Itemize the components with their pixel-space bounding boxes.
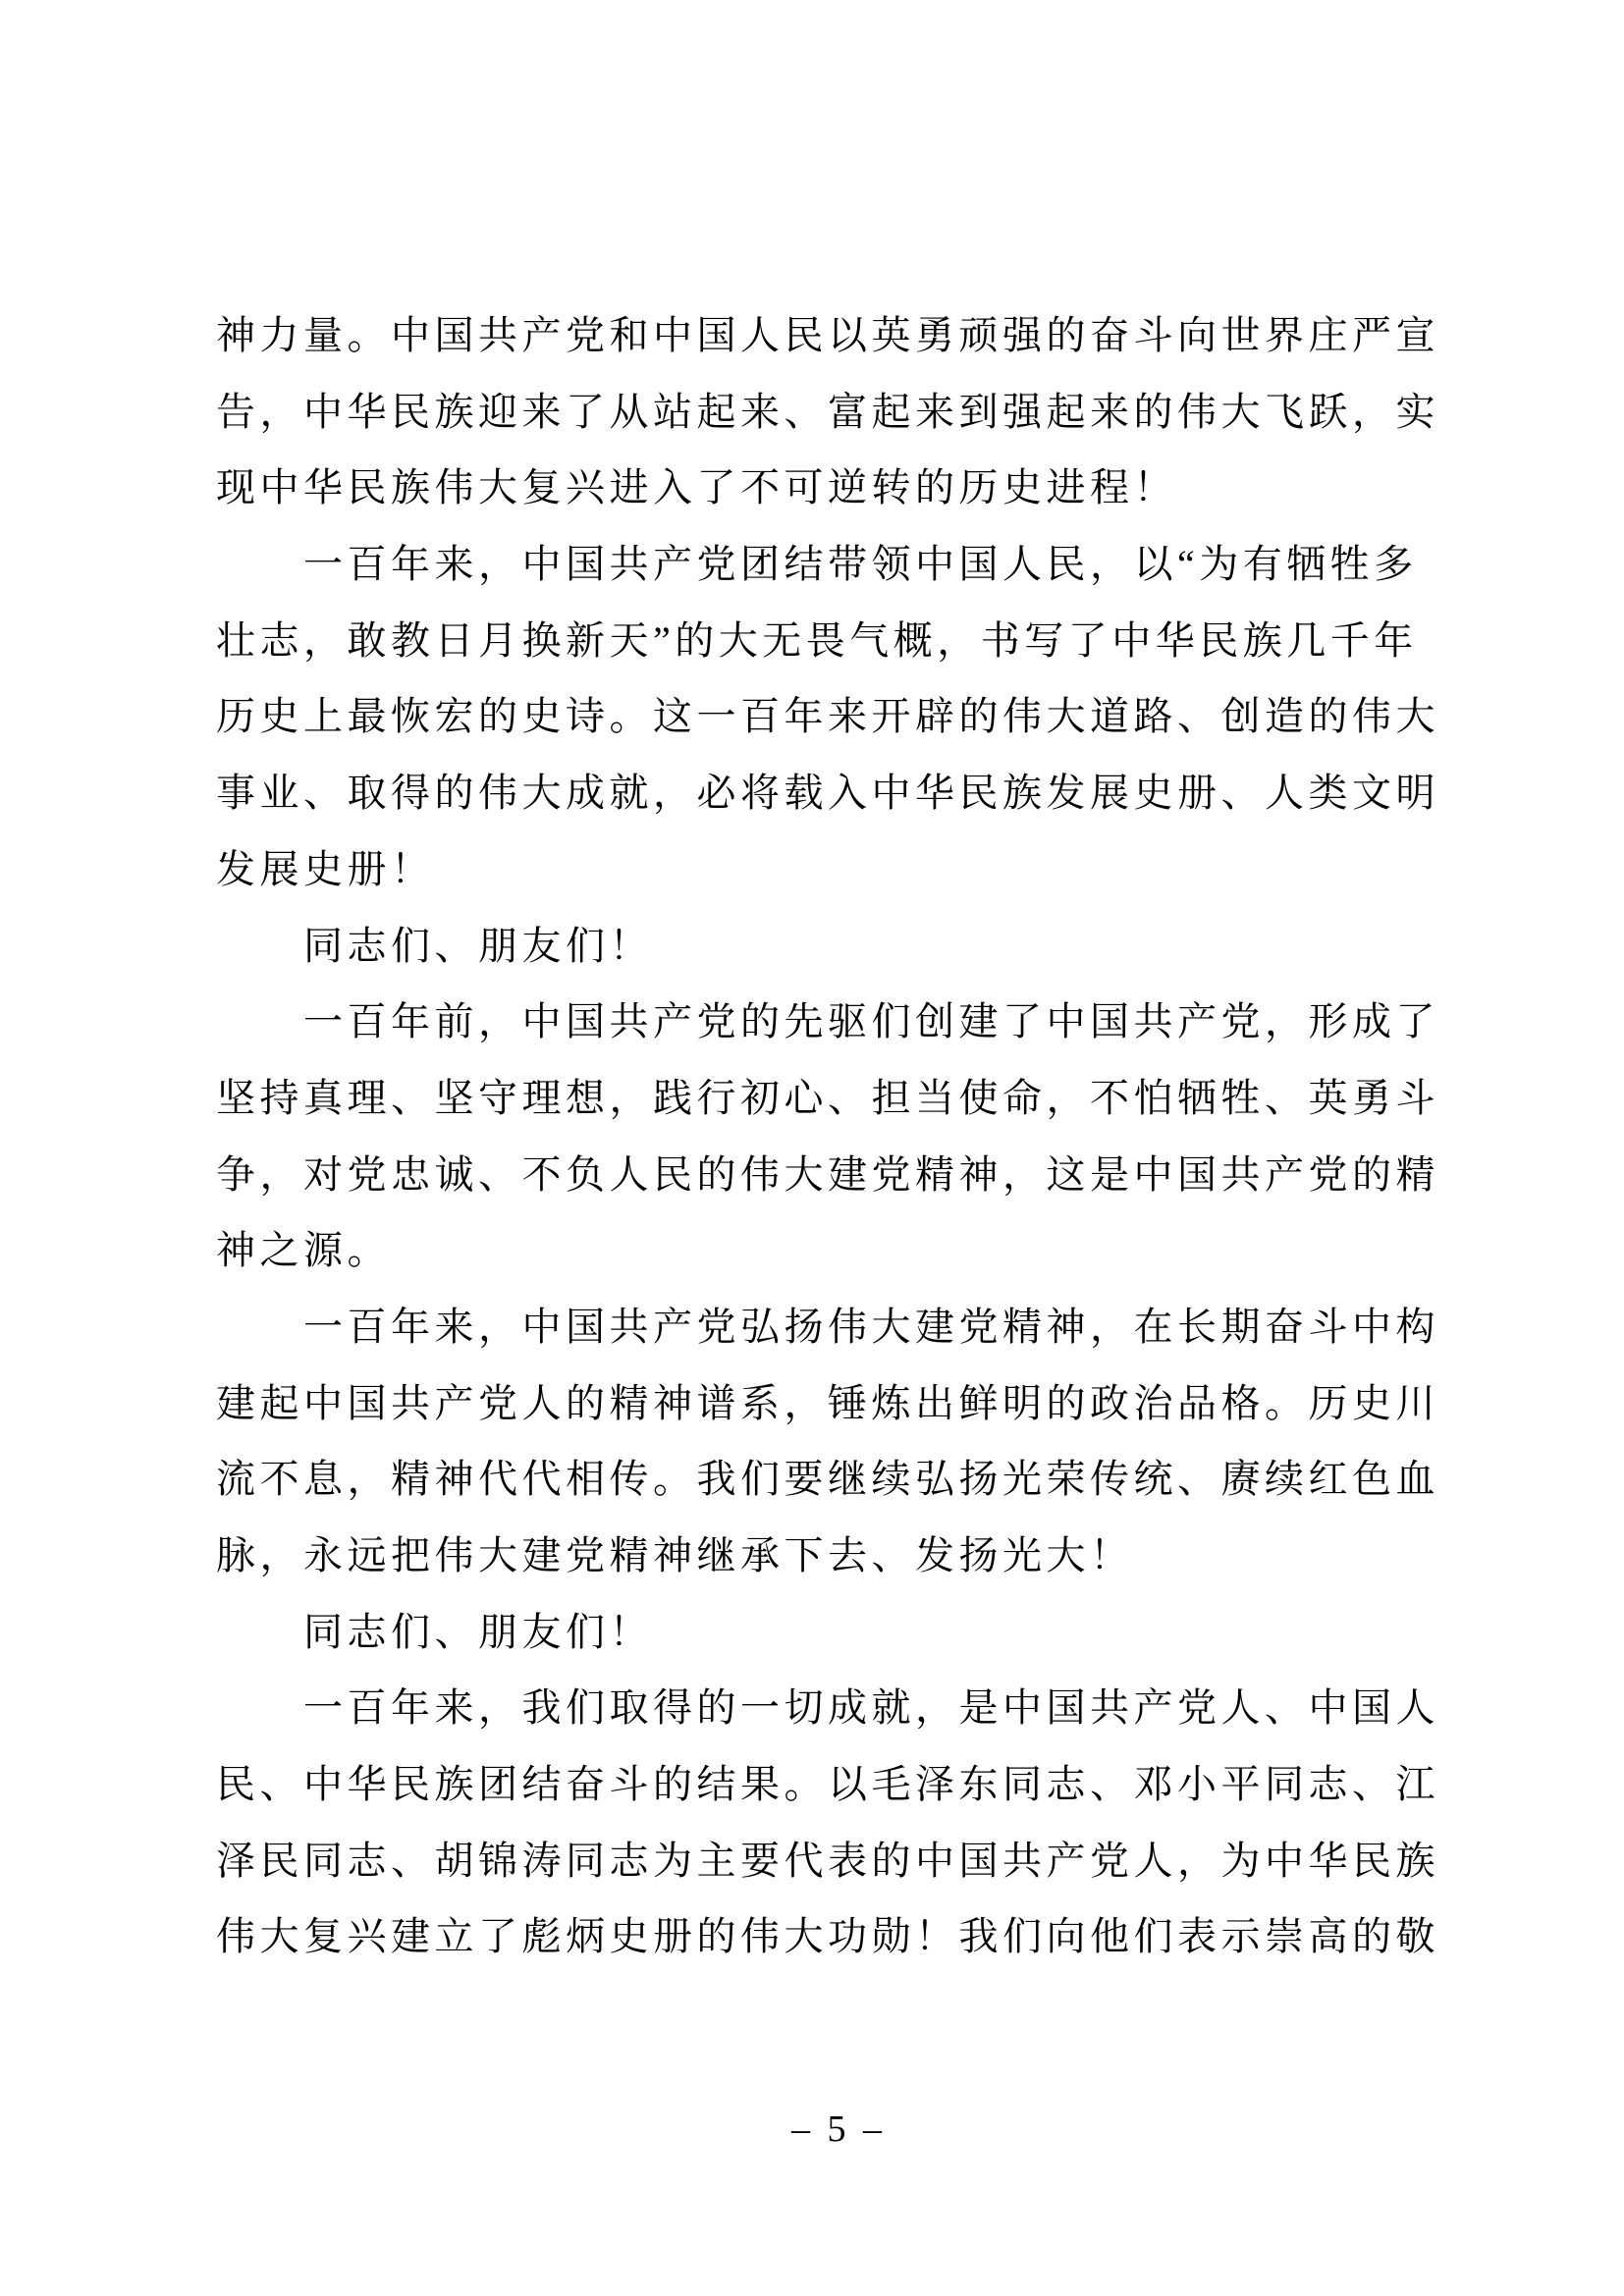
- text-line: 壮志，敢教日月换新天”的大无畏气概，书写了中华民族几千年: [216, 617, 1418, 663]
- text-line: 脉，永远把伟大建党精神继承下去、发扬光大！: [216, 1533, 1134, 1577]
- text-line: 伟大复兴建立了彪炳史册的伟大功勋！我们向他们表示崇高的敬: [216, 1914, 1439, 1959]
- text-line: 现中华民族伟大复兴进入了不可逆转的历史进程！: [216, 465, 1177, 510]
- text-line: 泽民同志、胡锦涛同志为主要代表的中国共产党人，为中华民族: [216, 1838, 1439, 1883]
- text-line: 历史上最恢宏的史诗。这一百年来开辟的伟大道路、创造的伟大: [216, 694, 1439, 739]
- text-line: 同志们、朋友们！: [303, 1609, 653, 1654]
- text-line: 一百年前，中国共产党的先驱们创建了中国共产党，形成了: [303, 999, 1439, 1044]
- text-line: 告，中华民族迎来了从站起来、富起来到强起来的伟大飞跃，实: [216, 389, 1439, 434]
- text-line: 流不息，精神代代相传。我们要继续弘扬光荣传统、赓续红色血: [216, 1457, 1439, 1502]
- text-line: 神之源。: [216, 1228, 391, 1273]
- text-line: 建起中国共产党人的精神谱系，锤炼出鲜明的政治品格。历史川: [216, 1380, 1439, 1425]
- document-text-block: [216, 297, 1439, 1975]
- text-line: 争，对党忠诚、不负人民的伟大建党精神，这是中国共产党的精: [216, 1151, 1439, 1197]
- text-line: 神力量。中国共产党和中国人民以英勇顽强的奋斗向世界庄严宣: [216, 313, 1439, 357]
- text-line: 发展史册！: [216, 846, 435, 891]
- text-line: 坚持真理、坚守理想，践行初心、担当使命，不怕牺牲、英勇斗: [216, 1075, 1439, 1120]
- text-line: 一百年来，中国共产党团结带领中国人民，以“为有牺牲多: [303, 542, 1418, 587]
- text-line: 同志们、朋友们！: [303, 923, 653, 968]
- text-line: 一百年来，中国共产党弘扬伟大建党精神，在长期奋斗中构: [303, 1304, 1439, 1349]
- text-line: 民、中华民族团结奋斗的结果。以毛泽东同志、邓小平同志、江: [216, 1762, 1439, 1807]
- text-line: 事业、取得的伟大成就，必将载入中华民族发展史册、人类文明: [216, 771, 1439, 816]
- page-number: – 5 –: [791, 2109, 886, 2150]
- text-line: 一百年来，我们取得的一切成就，是中国共产党人、中国人: [303, 1685, 1439, 1731]
